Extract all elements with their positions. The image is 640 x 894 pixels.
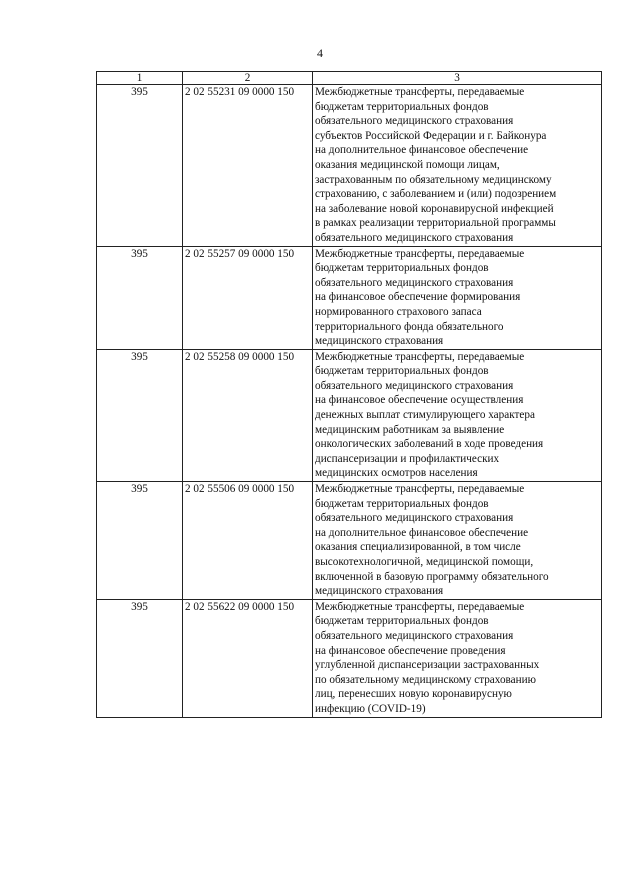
description-line: Межбюджетные трансферты, передаваемые — [315, 600, 525, 613]
description-line: инфекцию (COVID-19) — [315, 702, 426, 715]
description-cell — [313, 246, 602, 349]
description-line: оказания специализированной, в том числе — [315, 541, 521, 554]
description-line: территориального фонда обязательного — [315, 320, 504, 333]
description-line: на финансовое обеспечение проведения — [315, 644, 506, 657]
description-line: на финансовое обеспечение формирования — [315, 291, 521, 304]
description-line: углубленной диспансеризации застрахованных — [315, 659, 540, 672]
description-line: бюджетам территориальных фондов — [315, 615, 489, 628]
description-line: Межбюджетные трансферты, передаваемые — [315, 483, 525, 496]
description-line: лиц, перенесших новую коронавирусную — [315, 688, 512, 701]
budget-code-cell: 2 02 55506 09 0000 150 — [183, 482, 313, 600]
description-line: медицинских осмотров населения — [315, 467, 478, 480]
description-line: на финансовое обеспечение осуществления — [315, 394, 524, 407]
page-number: 4 — [317, 46, 323, 60]
table-row — [97, 482, 602, 600]
description-line: застрахованным по обязательному медицинскому — [315, 173, 552, 186]
admin-code-cell: 395 — [97, 85, 183, 247]
description-line: обязательного медицинского страхования — [315, 629, 514, 642]
description-line: на дополнительное финансовое обеспечение — [315, 144, 529, 157]
table-row — [97, 246, 602, 349]
description-cell — [313, 85, 602, 247]
description-line: нормированного страхового запаса — [315, 305, 482, 318]
column-header-2: 2 — [183, 72, 313, 85]
budget-code-table — [96, 71, 602, 718]
description-line: Межбюджетные трансферты, передаваемые — [315, 350, 525, 363]
description-line: медицинского страхования — [315, 335, 444, 348]
description-line: Межбюджетные трансферты, передаваемые — [315, 86, 525, 98]
admin-code-cell: 395 — [97, 349, 183, 481]
description-line: в рамках реализации территориальной программы — [315, 217, 556, 230]
admin-code-cell: 395 — [97, 482, 183, 600]
admin-code-cell: 395 — [97, 246, 183, 349]
description-line: на дополнительное финансовое обеспечение — [315, 526, 529, 539]
description-line: обязательного медицинского страхования — [315, 512, 514, 525]
column-header-3: 3 — [313, 72, 602, 85]
admin-code-cell: 395 — [97, 599, 183, 717]
description-line: медицинского страхования — [315, 585, 444, 598]
description-line: денежных выплат стимулирующего характера — [315, 409, 535, 422]
description-cell — [313, 599, 602, 717]
description-line: обязательного медицинского страхования — [315, 231, 514, 244]
budget-code-cell: 2 02 55622 09 0000 150 — [183, 599, 313, 717]
table-row — [97, 85, 602, 247]
budget-code-cell: 2 02 55257 09 0000 150 — [183, 246, 313, 349]
description-line: субъектов Российской Федерации и г. Байконура — [315, 129, 547, 142]
description-line: диспансеризации и профилактических — [315, 452, 500, 465]
table-header-row — [97, 72, 602, 85]
description-line: на заболевание новой коронавирусной инфекцией — [315, 202, 554, 215]
description-cell — [313, 482, 602, 600]
table-row — [97, 599, 602, 717]
description-line: медицинским работникам за выявление — [315, 423, 505, 436]
description-line: бюджетам территориальных фондов — [315, 365, 489, 378]
description-cell — [313, 349, 602, 481]
table-row — [97, 349, 602, 481]
description-line: страхованию, с заболеванием и (или) подозрением — [315, 188, 557, 201]
description-line: бюджетам территориальных фондов — [315, 262, 489, 275]
budget-code-cell: 2 02 55258 09 0000 150 — [183, 349, 313, 481]
description-line: обязательного медицинского страхования — [315, 379, 514, 392]
description-line: онкологических заболеваний в ходе проведения — [315, 438, 544, 451]
description-line: включенной в базовую программу обязательного — [315, 570, 549, 583]
description-line: обязательного медицинского страхования — [315, 276, 514, 289]
budget-code-cell: 2 02 55231 09 0000 150 — [183, 85, 313, 247]
column-header-1: 1 — [97, 72, 183, 85]
description-line: высокотехнологичной, медицинской помощи, — [315, 556, 534, 568]
description-line: по обязательному медицинскому страхованию — [315, 673, 536, 686]
description-line: обязательного медицинского страхования — [315, 115, 514, 128]
description-line: Межбюджетные трансферты, передаваемые — [315, 247, 525, 260]
description-line: бюджетам территориальных фондов — [315, 100, 489, 113]
description-line: оказания медицинской помощи лицам, — [315, 158, 500, 171]
description-line: бюджетам территориальных фондов — [315, 497, 489, 510]
